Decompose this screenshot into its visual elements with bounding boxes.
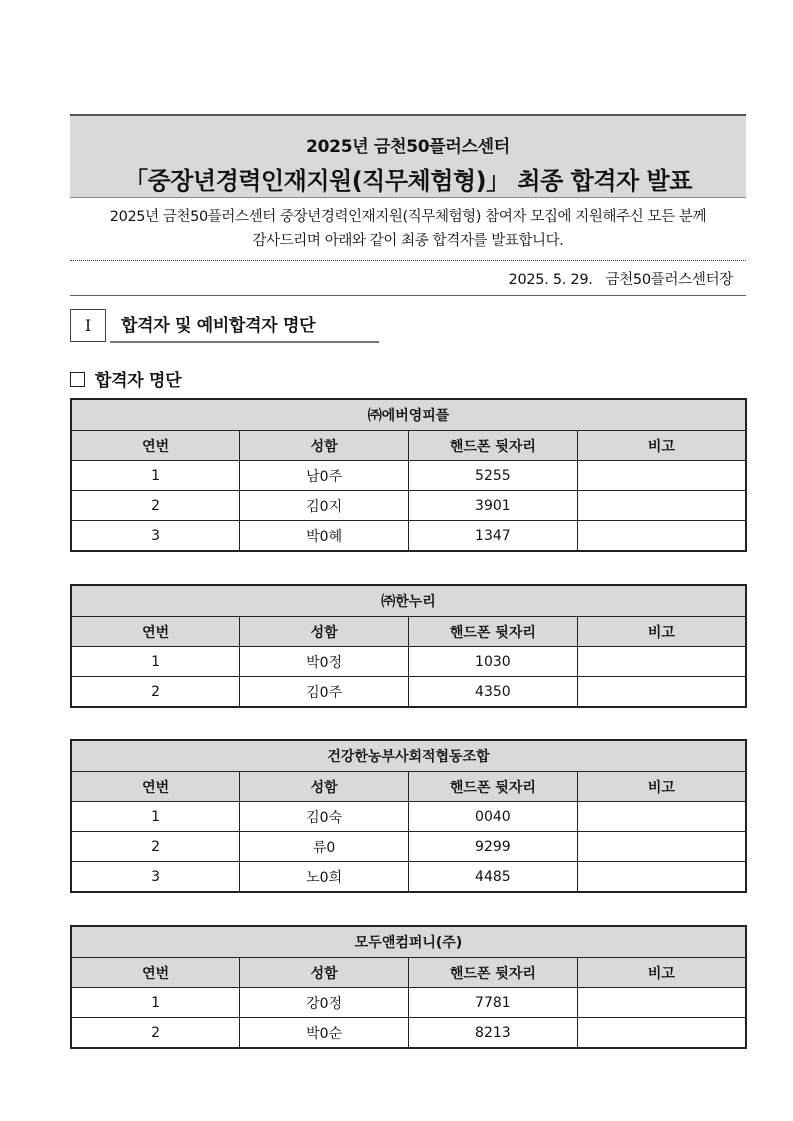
company-name: ㈜한누리	[71, 585, 746, 617]
intro-line-1: 2025년 금천50플러스센터 중장년경력인재지원(직무체험형) 참여자 모집에 지원해주신 모든 분께	[109, 209, 707, 225]
cell-phone: 1030	[409, 647, 578, 677]
company-row	[71, 585, 746, 617]
cell-note	[577, 461, 746, 491]
cell-note	[577, 832, 746, 862]
column-header-row	[71, 617, 746, 647]
cell-number: 1	[71, 802, 240, 832]
cell-phone: 9299	[409, 832, 578, 862]
cell-phone: 3901	[409, 491, 578, 521]
column-header-phone: 핸드폰 뒷자리	[409, 772, 578, 802]
column-header-number: 연번	[71, 772, 240, 802]
cell-note	[577, 862, 746, 893]
cell-phone: 4485	[409, 862, 578, 893]
title-box	[70, 114, 746, 198]
cell-name: 박0혜	[240, 521, 409, 552]
solid-divider	[70, 295, 746, 296]
company-name: 건강한농부사회적협동조합	[71, 740, 746, 772]
company-name: ㈜에버영피플	[71, 399, 746, 431]
column-header-row	[71, 772, 746, 802]
company-row	[71, 740, 746, 772]
column-header-name: 성함	[240, 431, 409, 461]
cell-note	[577, 491, 746, 521]
roster-table	[70, 739, 747, 893]
company-name: 모두앤컴퍼니(주)	[71, 926, 746, 958]
cell-note	[577, 802, 746, 832]
cell-name: 남0주	[240, 461, 409, 491]
cell-name: 김0숙	[240, 802, 409, 832]
cell-number: 3	[71, 521, 240, 552]
column-header-number: 연번	[71, 431, 240, 461]
column-header-phone: 핸드폰 뒷자리	[409, 431, 578, 461]
column-header-phone: 핸드폰 뒷자리	[409, 617, 578, 647]
intro-paragraph	[70, 205, 746, 253]
cell-note	[577, 1018, 746, 1049]
date-and-issuer: 2025. 5. 29. 금천50플러스센터장	[508, 272, 733, 288]
column-header-phone: 핸드폰 뒷자리	[409, 958, 578, 988]
table-row	[71, 491, 746, 521]
roster-table	[70, 398, 747, 552]
cell-phone: 5255	[409, 461, 578, 491]
table-row	[71, 461, 746, 491]
column-header-name: 성함	[240, 958, 409, 988]
table-row	[71, 521, 746, 552]
cell-number: 2	[71, 491, 240, 521]
cell-number: 2	[71, 1018, 240, 1049]
table-row	[71, 802, 746, 832]
cell-note	[577, 521, 746, 552]
table-row	[71, 862, 746, 893]
cell-phone: 8213	[409, 1018, 578, 1049]
list-heading	[70, 366, 181, 391]
column-header-note: 비고	[577, 958, 746, 988]
cell-name: 김0지	[240, 491, 409, 521]
dotted-divider	[70, 260, 746, 261]
table-row	[71, 832, 746, 862]
table-row	[71, 647, 746, 677]
column-header-name: 성함	[240, 617, 409, 647]
section-title: 합격자 및 예비합격자 명단	[110, 309, 379, 343]
column-header-note: 비고	[577, 772, 746, 802]
cell-phone: 7781	[409, 988, 578, 1018]
cell-name: 박0정	[240, 647, 409, 677]
cell-name: 김0주	[240, 677, 409, 708]
column-header-note: 비고	[577, 431, 746, 461]
column-header-row	[71, 958, 746, 988]
cell-number: 1	[71, 647, 240, 677]
section-numeral: Ⅰ	[70, 309, 106, 342]
cell-note	[577, 647, 746, 677]
cell-number: 2	[71, 832, 240, 862]
cell-note	[577, 988, 746, 1018]
cell-number: 1	[71, 461, 240, 491]
cell-name: 류0	[240, 832, 409, 862]
cell-phone: 1347	[409, 521, 578, 552]
column-header-name: 성함	[240, 772, 409, 802]
cell-number: 3	[71, 862, 240, 893]
table-row	[71, 677, 746, 708]
cell-phone: 4350	[409, 677, 578, 708]
cell-note	[577, 677, 746, 708]
column-header-note: 비고	[577, 617, 746, 647]
cell-number: 1	[71, 988, 240, 1018]
column-header-number: 연번	[71, 617, 240, 647]
roster-table	[70, 925, 747, 1049]
cell-phone: 0040	[409, 802, 578, 832]
column-header-row	[71, 431, 746, 461]
cell-name: 박0순	[240, 1018, 409, 1049]
cell-number: 2	[71, 677, 240, 708]
cell-name: 강0정	[240, 988, 409, 1018]
column-header-number: 연번	[71, 958, 240, 988]
cell-name: 노0희	[240, 862, 409, 893]
checkbox-square-icon	[70, 372, 85, 387]
list-heading-label: 합격자 명단	[95, 371, 182, 391]
table-row	[71, 988, 746, 1018]
roster-table	[70, 584, 747, 708]
company-row	[71, 926, 746, 958]
title-subtitle: 2025년 금천50플러스센터	[306, 137, 510, 157]
table-row	[71, 1018, 746, 1049]
intro-line-2: 감사드리며 아래와 같이 최종 합격자를 발표합니다.	[252, 233, 564, 249]
company-row	[71, 399, 746, 431]
page-title: 「중장년경력인재지원(직무체험형)」 최종 합격자 발표	[124, 167, 692, 195]
